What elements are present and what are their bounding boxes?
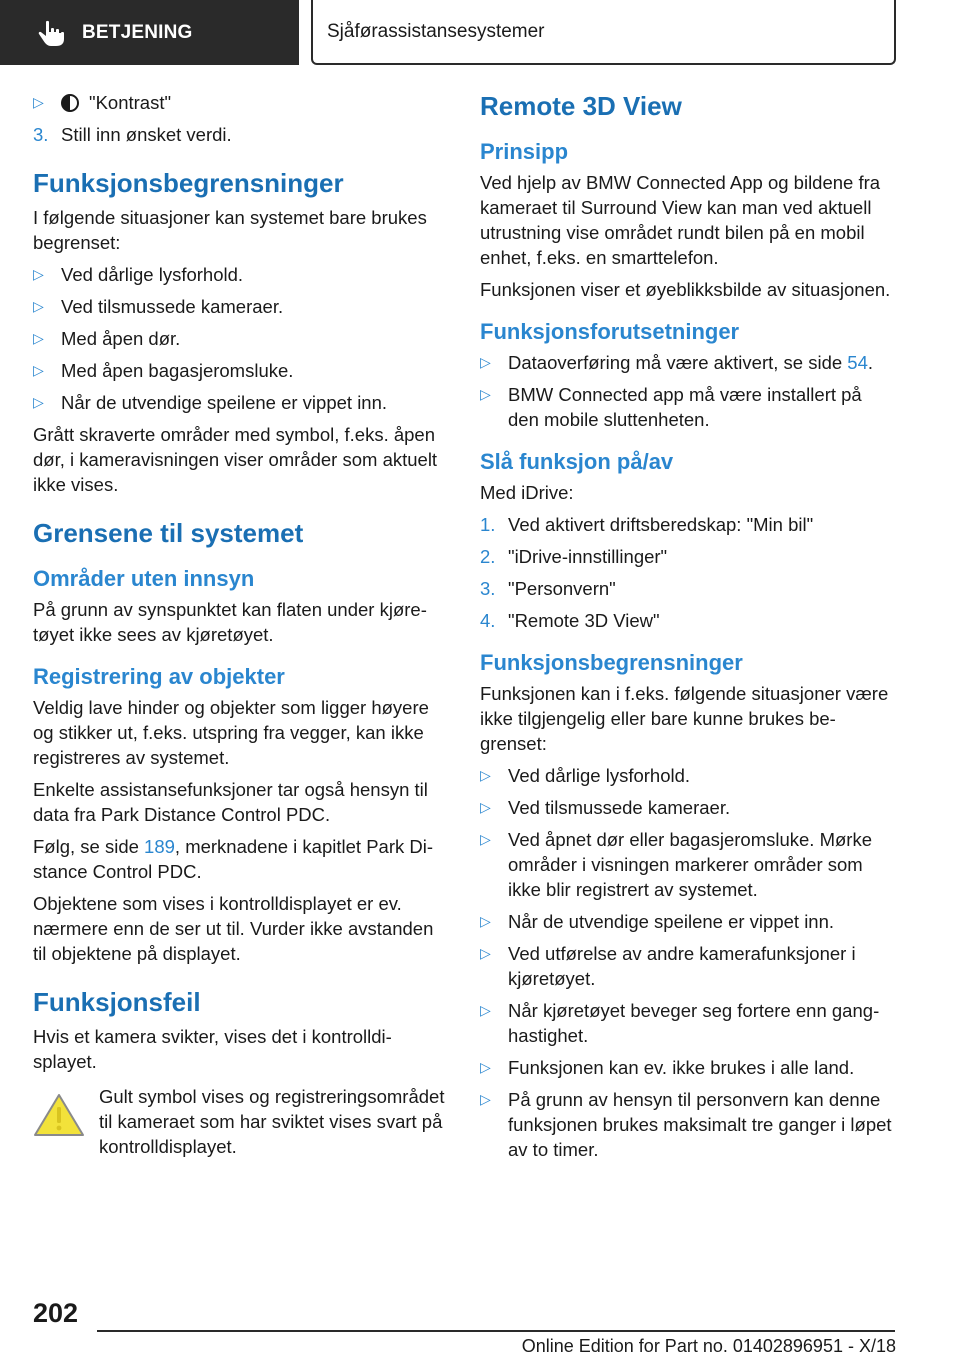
heading-function-limits-remote: Funksjonsbegrensninger	[480, 650, 743, 675]
list-item	[33, 294, 447, 319]
heading-remote-3d-view: Remote 3D View	[480, 91, 682, 121]
warning-text: Gult symbol vises og registreringsområdet til kameraet som har sviktet vises svart på kontrolldisplayet.	[99, 1086, 445, 1157]
bullet-marker: ▷	[33, 394, 44, 410]
page-link-54[interactable]: 54	[847, 352, 868, 373]
bullet-marker: ▷	[33, 330, 44, 346]
section-label: BETJENING	[82, 21, 193, 43]
heading-requirements: Funksjonsforutsetninger	[480, 319, 740, 344]
list-item-text: Når de utvendige speilene er vippet inn.	[508, 911, 835, 932]
paragraph: Hvis et kamera svikter, vises det i kontrolldisplayet.	[33, 1026, 392, 1072]
paragraph	[33, 834, 447, 884]
list-item-text: "Personvern"	[508, 578, 616, 599]
list-item-text: Med åpen dør.	[61, 328, 181, 349]
bullet-marker: ▷	[33, 298, 44, 314]
list-item-text: Når kjøretøyet beveger seg fortere enn ganghastighet.	[508, 1000, 880, 1046]
page-link-189[interactable]: 189	[144, 836, 175, 857]
heading-system-limits: Grensene til systemet	[33, 518, 304, 548]
list-item-text: Ved tilsmussede kameraer.	[61, 296, 284, 317]
list-item-text: "iDrive-innstillinger"	[508, 546, 668, 567]
bullet-marker: ▷	[33, 266, 44, 282]
list-item	[480, 576, 896, 601]
bullet-marker: ▷	[33, 94, 44, 110]
paragraph: Med iDrive:	[480, 482, 574, 503]
step-number: 2.	[480, 546, 496, 567]
list-item	[480, 544, 896, 569]
list-item-text: Still inn ønsket verdi.	[61, 124, 232, 145]
paragraph: Objektene som vises i kontrolldisplayet er ev. nærmere enn de ser ut til. Vurder ikke avstanden til objektene på displayet.	[33, 893, 434, 964]
list-item	[480, 909, 896, 934]
text-span: , merknadene i kapitlet Park Distance Control PDC.	[33, 836, 434, 882]
step-number: 1.	[480, 514, 496, 535]
limits-list	[480, 763, 896, 1162]
paragraph: I følgende situasjoner kan systemet bare brukes begrenset:	[33, 207, 427, 253]
bullet-marker: ▷	[480, 831, 491, 847]
heading-blind-areas: Områder uten innsyn	[33, 566, 255, 591]
footer-edition: Online Edition for Part no. 01402896951 - X/18	[521, 1336, 896, 1356]
list-item-text: BMW Connected app må være installert på den mobile sluttenheten.	[508, 384, 862, 430]
contrast-icon	[61, 94, 79, 112]
list-item	[480, 382, 896, 432]
heading-function-limits: Funksjonsbegrensninger	[33, 168, 344, 198]
warning-note	[33, 1084, 447, 1159]
step-number: 4.	[480, 610, 496, 631]
list-item	[480, 350, 896, 375]
bullet-marker: ▷	[33, 362, 44, 378]
list-item-text: Ved tilsmussede kameraer.	[508, 797, 731, 818]
limits-list	[33, 262, 447, 415]
paragraph: Ved hjelp av BMW Connected App og bildene fra kameraet til Surround View kan man ved aktuell utrustning vise området rundt bilen på en mobil enhet, f.eks. en smarttelefon.	[480, 172, 881, 268]
bullet-marker: ▷	[480, 945, 491, 961]
list-item-text: Ved aktivert driftsberedskap: "Min bil"	[508, 514, 814, 535]
steps-list	[480, 512, 896, 633]
bullet-marker: ▷	[480, 1091, 491, 1107]
text-span: .	[867, 352, 874, 373]
text-span: Følg, se side	[33, 836, 145, 857]
bullet-marker: ▷	[480, 799, 491, 815]
paragraph: Veldig lave hinder og objekter som ligger høyere og stikker ut, f.eks. utspring fra vegger, kan ikke registreres av systemet.	[33, 697, 429, 768]
paragraph: Funksjonen viser et øyeblikksbilde av situasjonen.	[480, 279, 891, 300]
list-item-text: Med åpen bagasjeromsluke.	[61, 360, 294, 381]
left-column	[33, 90, 447, 1159]
heading-toggle-function: Slå funksjon på/av	[480, 449, 674, 474]
list-item-text: Ved åpnet dør eller bagasjeromsluke. Mørke områder i visningen markerer områder som ikke blir registrert av systemet.	[508, 829, 873, 900]
list-item-text: Ved dårlige lysforhold.	[508, 765, 691, 786]
bullet-marker: ▷	[480, 1059, 491, 1075]
footer-divider	[97, 1330, 895, 1332]
bullet-marker: ▷	[480, 1002, 491, 1018]
list-item	[33, 122, 447, 147]
paragraph: På grunn av synspunktet kan flaten under kjøretøyet ikke sees av kjøretøyet.	[33, 599, 427, 645]
heading-malfunction: Funksjonsfeil	[33, 987, 201, 1017]
list-item	[480, 941, 896, 991]
text-span: Dataoverføring må være aktivert, se side	[508, 352, 848, 373]
step-number: 3.	[33, 124, 49, 145]
paragraph: Enkelte assistansefunksjoner tar også hensyn til data fra Park Distance Control PDC.	[33, 779, 428, 825]
list-item	[480, 1087, 896, 1162]
list-item-text: "Remote 3D View"	[508, 610, 660, 631]
right-column	[480, 90, 896, 1169]
bullet-marker: ▷	[480, 767, 491, 783]
step-number: 3.	[480, 578, 496, 599]
list-item-text: Funksjonen kan ev. ikke brukes i alle land.	[508, 1057, 855, 1078]
list-item-text: På grunn av hensyn til personvern kan denne funksjonen brukes maksimalt tre ganger i løpet av to timer.	[508, 1089, 892, 1160]
list-item	[33, 390, 447, 415]
list-item	[480, 827, 896, 902]
heading-object-detection: Registrering av objekter	[33, 664, 285, 689]
paragraph: Grått skraverte områder med symbol, f.eks. åpen dør, i kameravisningen viser områder som aktuelt ikke vises.	[33, 424, 438, 495]
header-chapter-tab	[311, 0, 896, 65]
list-item	[480, 763, 896, 788]
list-item	[480, 512, 896, 537]
bullet-marker: ▷	[480, 913, 491, 929]
page-number: 202	[33, 1298, 79, 1328]
list-item-text: Ved utførelse av andre kamerafunksjoner i kjøretøyet.	[508, 943, 856, 989]
chapter-label: Sjåførassistansesystemer	[327, 20, 545, 42]
hand-pointer-icon	[36, 18, 66, 48]
list-item	[480, 998, 896, 1048]
paragraph: Funksjonen kan i f.eks. følgende situasjoner være ikke tilgjengelig eller bare kunne brukes begrenset:	[480, 683, 889, 754]
header-section-tab	[0, 0, 299, 65]
list-item-text: Ved dårlige lysforhold.	[61, 264, 244, 285]
list-item	[480, 795, 896, 820]
list-item-text: Når de utvendige speilene er vippet inn.	[61, 392, 388, 413]
list-item	[33, 90, 447, 115]
list-item	[33, 358, 447, 383]
list-item-text: "Kontrast"	[89, 92, 172, 113]
heading-principle: Prinsipp	[480, 139, 569, 164]
warning-triangle-icon	[33, 1092, 85, 1138]
bullet-marker: ▷	[480, 386, 491, 402]
list-item	[480, 608, 896, 633]
bullet-marker: ▷	[480, 354, 491, 370]
list-item	[33, 326, 447, 351]
list-item	[33, 262, 447, 287]
list-item	[480, 1055, 896, 1080]
